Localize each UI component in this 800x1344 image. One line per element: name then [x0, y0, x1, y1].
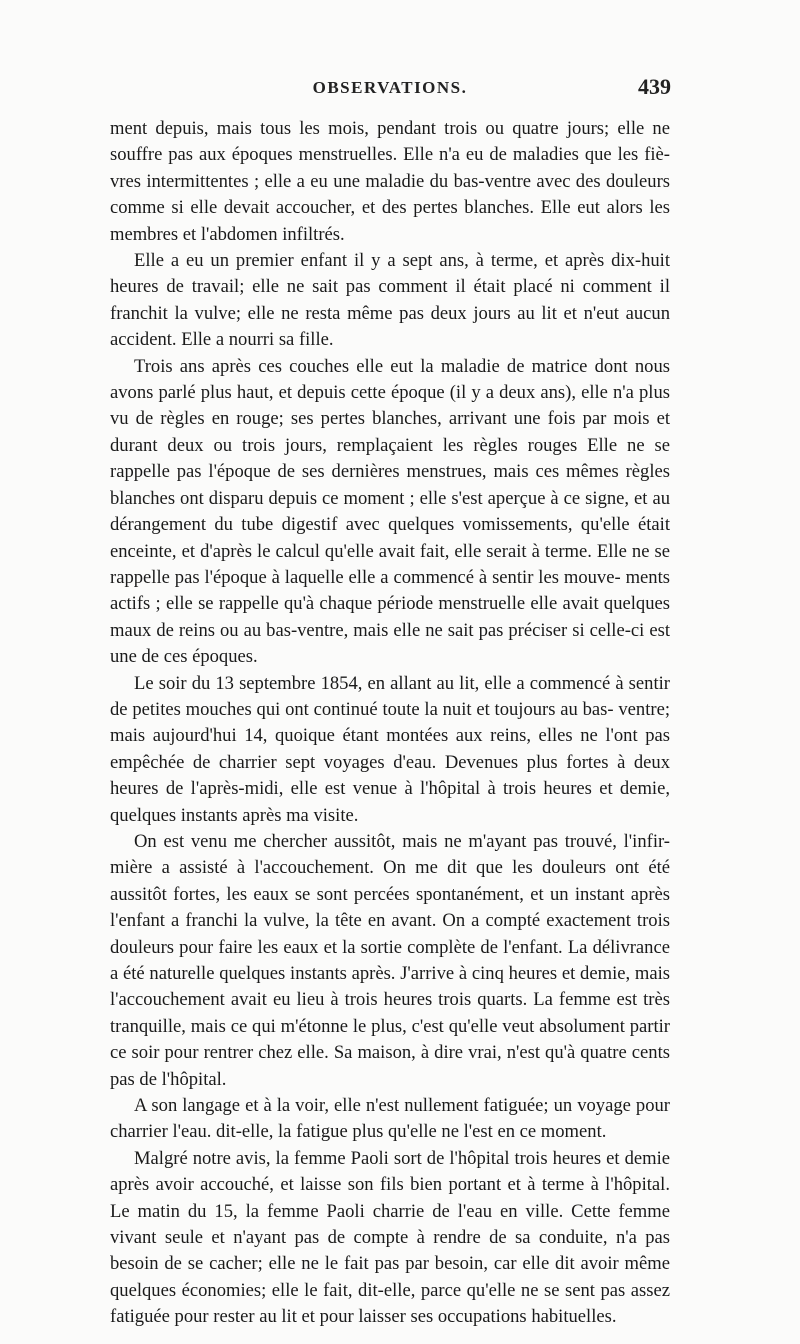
paragraph: A son langage et à la voir, elle n'est nullement fatiguée; un voyage pour charrier l'eau. dit-elle, la fatigue plus qu'elle ne l'est en ce moment.	[110, 1095, 670, 1143]
paragraph: On est venu me chercher aussitôt, mais ne m'ayant pas trouvé, l'infir- mière a assisté à l'accouchement. On me dit que les douleurs ont été aussitôt fortes, les eaux se sont percées spontanément, et un instant après l'enfant a franchi la vulve, la tête en avant. On a compté exactement trois douleurs pour faire les eaux et la sortie complète de l'enfant. La délivrance a été naturelle quelques instants après. J'arrive à cinq heures et demie, mais l'accouchement avait eu lieu à trois heures trois quarts. La femme est très tranquille, mais ce qui m'étonne le plus, c'est qu'elle veut absolument partir ce soir pour rentrer chez elle. Sa maison, à dire vrai, n'est qu'à quatre cents pas de l'hôpital.	[110, 830, 670, 1090]
paragraph: Trois ans après ces couches elle eut la maladie de matrice dont nous avons parlé plus haut, et depuis cette époque (il y a deux ans), elle n'a plus vu de règles en rouge; ses pertes blanches, arrivant une fois par mois et durant deux ou trois jours, remplaçaient les règles rouges Elle ne se rappelle pas l'époque de ses dernières menstrues, mais ces mêmes règles blanches ont disparu depuis ce moment ; elle s'est aperçue à ce signe, et au dérangement du tube digestif avec quelques vomissements, qu'elle était enceinte, et d'après le calcul qu'elle avait fait, elle serait à terme. Elle ne se rappelle pas l'époque à laquelle elle a commencé à sentir les mouve- ments actifs ; elle se rappelle qu'à chaque période menstruelle elle avait quelques maux de reins ou au bas-ventre, mais elle ne sait pas préciser si celle-ci est une de ces époques.	[110, 355, 670, 668]
running-head: OBSERVATIONS.	[312, 78, 468, 97]
paragraph: Elle a eu un premier enfant il y a sept ans, à terme, et après dix-huit heures de travail; elle ne sait pas comment il était placé ni comment il franchit la vulve; elle ne resta même pas deux jours au lit et n'eut aucun accident. Elle a nourri sa fille.	[110, 250, 670, 351]
page-header	[110, 74, 671, 104]
paragraph: Le soir du 13 septembre 1854, en allant au lit, elle a commencé à sentir de petites mouches qui ont continué toute la nuit et toujours au bas- ventre; mais aujourd'hui 14, quoique étant montées aux reins, elles ne l'ont pas empêchée de charrier sept voyages d'eau. Devenues plus fortes à deux heures de l'après-midi, elle est venue à l'hôpital à trois heures et demie, quelques instants après ma visite.	[110, 672, 670, 826]
paragraph: ment depuis, mais tous les mois, pendant trois ou quatre jours; elle ne souffre pas aux époques menstruelles. Elle n'a eu de maladies que les fiè- vres intermittentes ; elle a eu une maladie du bas-ventre avec des douleurs comme si elle devait accoucher, et des pertes blanches. Elle eut alors les membres et l'abdomen infiltrés.	[110, 118, 670, 245]
body-text	[110, 116, 670, 1331]
paragraph: Malgré notre avis, la femme Paoli sort de l'hôpital trois heures et demie après avoir accouché, et laisse son fils bien portant et à terme à l'hôpital. Le matin du 15, la femme Paoli charrie de l'eau en ville. Cette femme vivant seule et n'ayant pas de compte à rendre de sa conduite, n'a pas besoin de se cacher; elle ne le fait pas par besoin, car elle dit avoir même quelques économies; elle le fait, dit-elle, parce qu'elle ne se sent pas assez fatiguée pour rester au lit et pour laisser ses occupations habituelles.	[110, 1147, 670, 1328]
page-number: 439	[638, 74, 671, 99]
